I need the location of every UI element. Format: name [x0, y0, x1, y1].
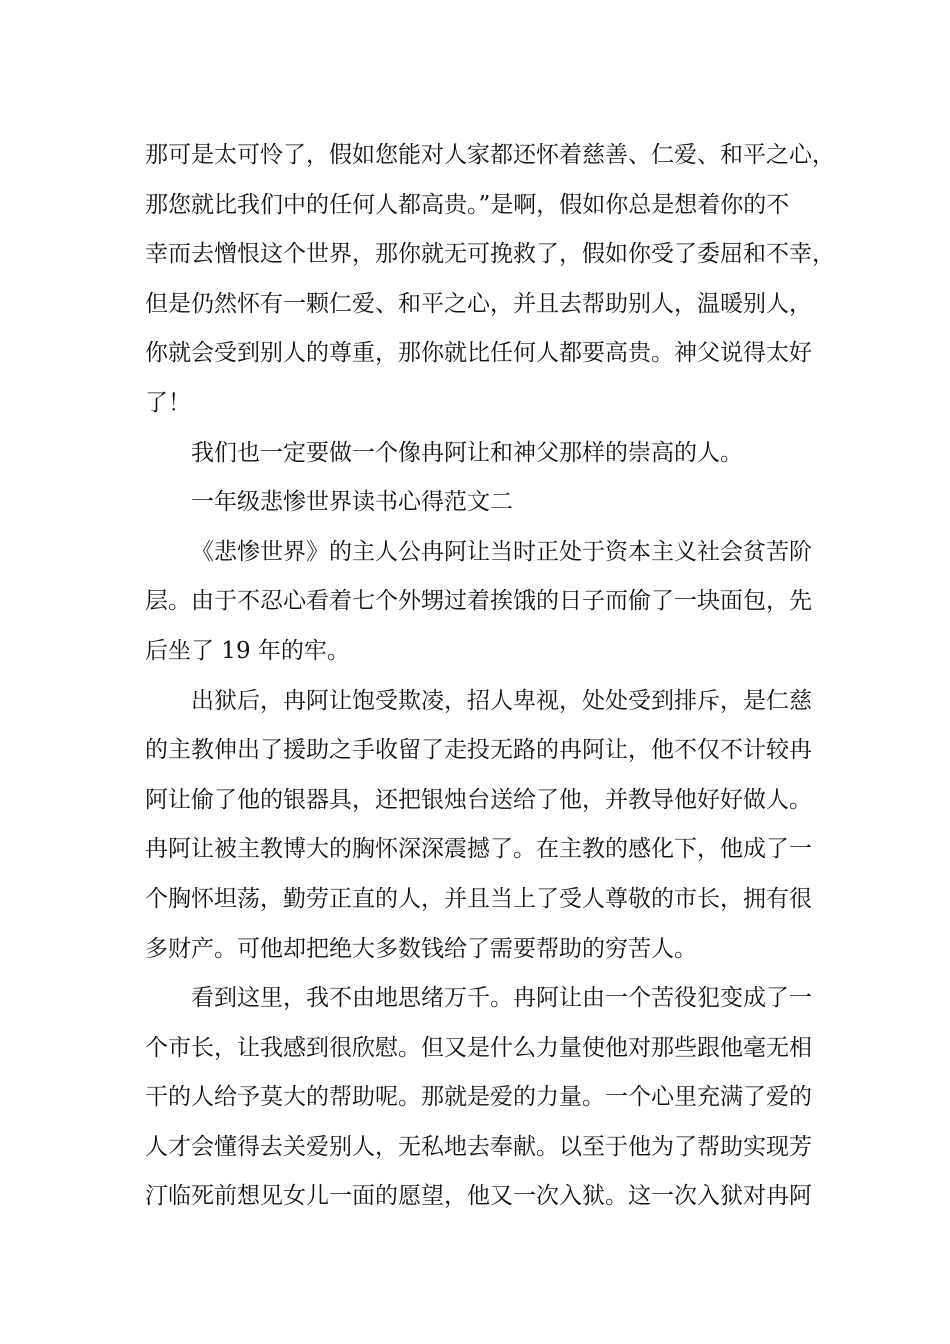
text-line: 了！ — [145, 389, 191, 416]
text-line: 后坐了 19 年的牢。 — [145, 637, 350, 664]
text-line: 人才会懂得去关爱别人，无私地去奉献。以至于他为了帮助实现芳 — [145, 1133, 812, 1160]
text-line: 那可是太可怜了，假如您能对人家都还怀着慈善、仁爱、和平之心， — [145, 142, 835, 168]
section-heading: 一年级悲惨世界读书心得范文二 — [191, 489, 513, 516]
text-line: 但是仍然怀有一颗仁爱、和平之心，并且去帮助别人，温暖别人， — [145, 290, 812, 317]
text-line: 阿让偷了他的银器具，还把银烛台送给了他，并教导他好好做人。 — [145, 786, 812, 813]
paragraph-line: 出狱后，冉阿让饱受欺凌，招人卑视，处处受到排斥，是仁慈 — [191, 687, 812, 714]
text-line: 层。由于不忍心看着七个外甥过着挨饿的日子而偷了一块面包，先 — [145, 588, 812, 615]
paragraph-line: 我们也一定要做一个像冉阿让和神父那样的崇高的人。 — [191, 439, 743, 466]
text-line: 冉阿让被主教博大的胸怀深深震撼了。在主教的感化下，他成了一 — [145, 836, 812, 863]
text-line: 个市长，让我感到很欣慰。但又是什么力量使他对那些跟他毫无相 — [145, 1034, 812, 1061]
paragraph-line: 看到这里，我不由地思绪万千。冉阿让由一个苦役犯变成了一 — [191, 985, 812, 1012]
document-body — [145, 131, 835, 1222]
text-line: 你就会受到别人的尊重，那你就比任何人都要高贵。神父说得太好 — [145, 340, 812, 367]
text-line: 的主教伸出了援助之手收留了走投无路的冉阿让，他不仅不计较冉 — [145, 737, 812, 764]
paragraph-line: 《悲惨世界》的主人公冉阿让当时正处于资本主义社会贫苦阶 — [191, 538, 812, 565]
text-line: 那您就比我们中的任何人都高贵。”是啊，假如你总是想着你的不 — [145, 191, 790, 218]
text-line: 个胸怀坦荡，勤劳正直的人，并且当上了受人尊敬的市长，拥有很 — [145, 885, 812, 912]
text-line: 干的人给予莫大的帮助呢。那就是爱的力量。一个心里充满了爱的 — [145, 1084, 812, 1111]
text-line: 汀临死前想见女儿一面的愿望，他又一次入狱。这一次入狱对冉阿 — [145, 1183, 812, 1210]
text-line: 幸而去憎恨这个世界，那你就无可挽救了，假如你受了委屈和不幸， — [145, 241, 835, 268]
text-line: 多财产。可他却把绝大多数钱给了需要帮助的穷苦人。 — [145, 935, 697, 962]
